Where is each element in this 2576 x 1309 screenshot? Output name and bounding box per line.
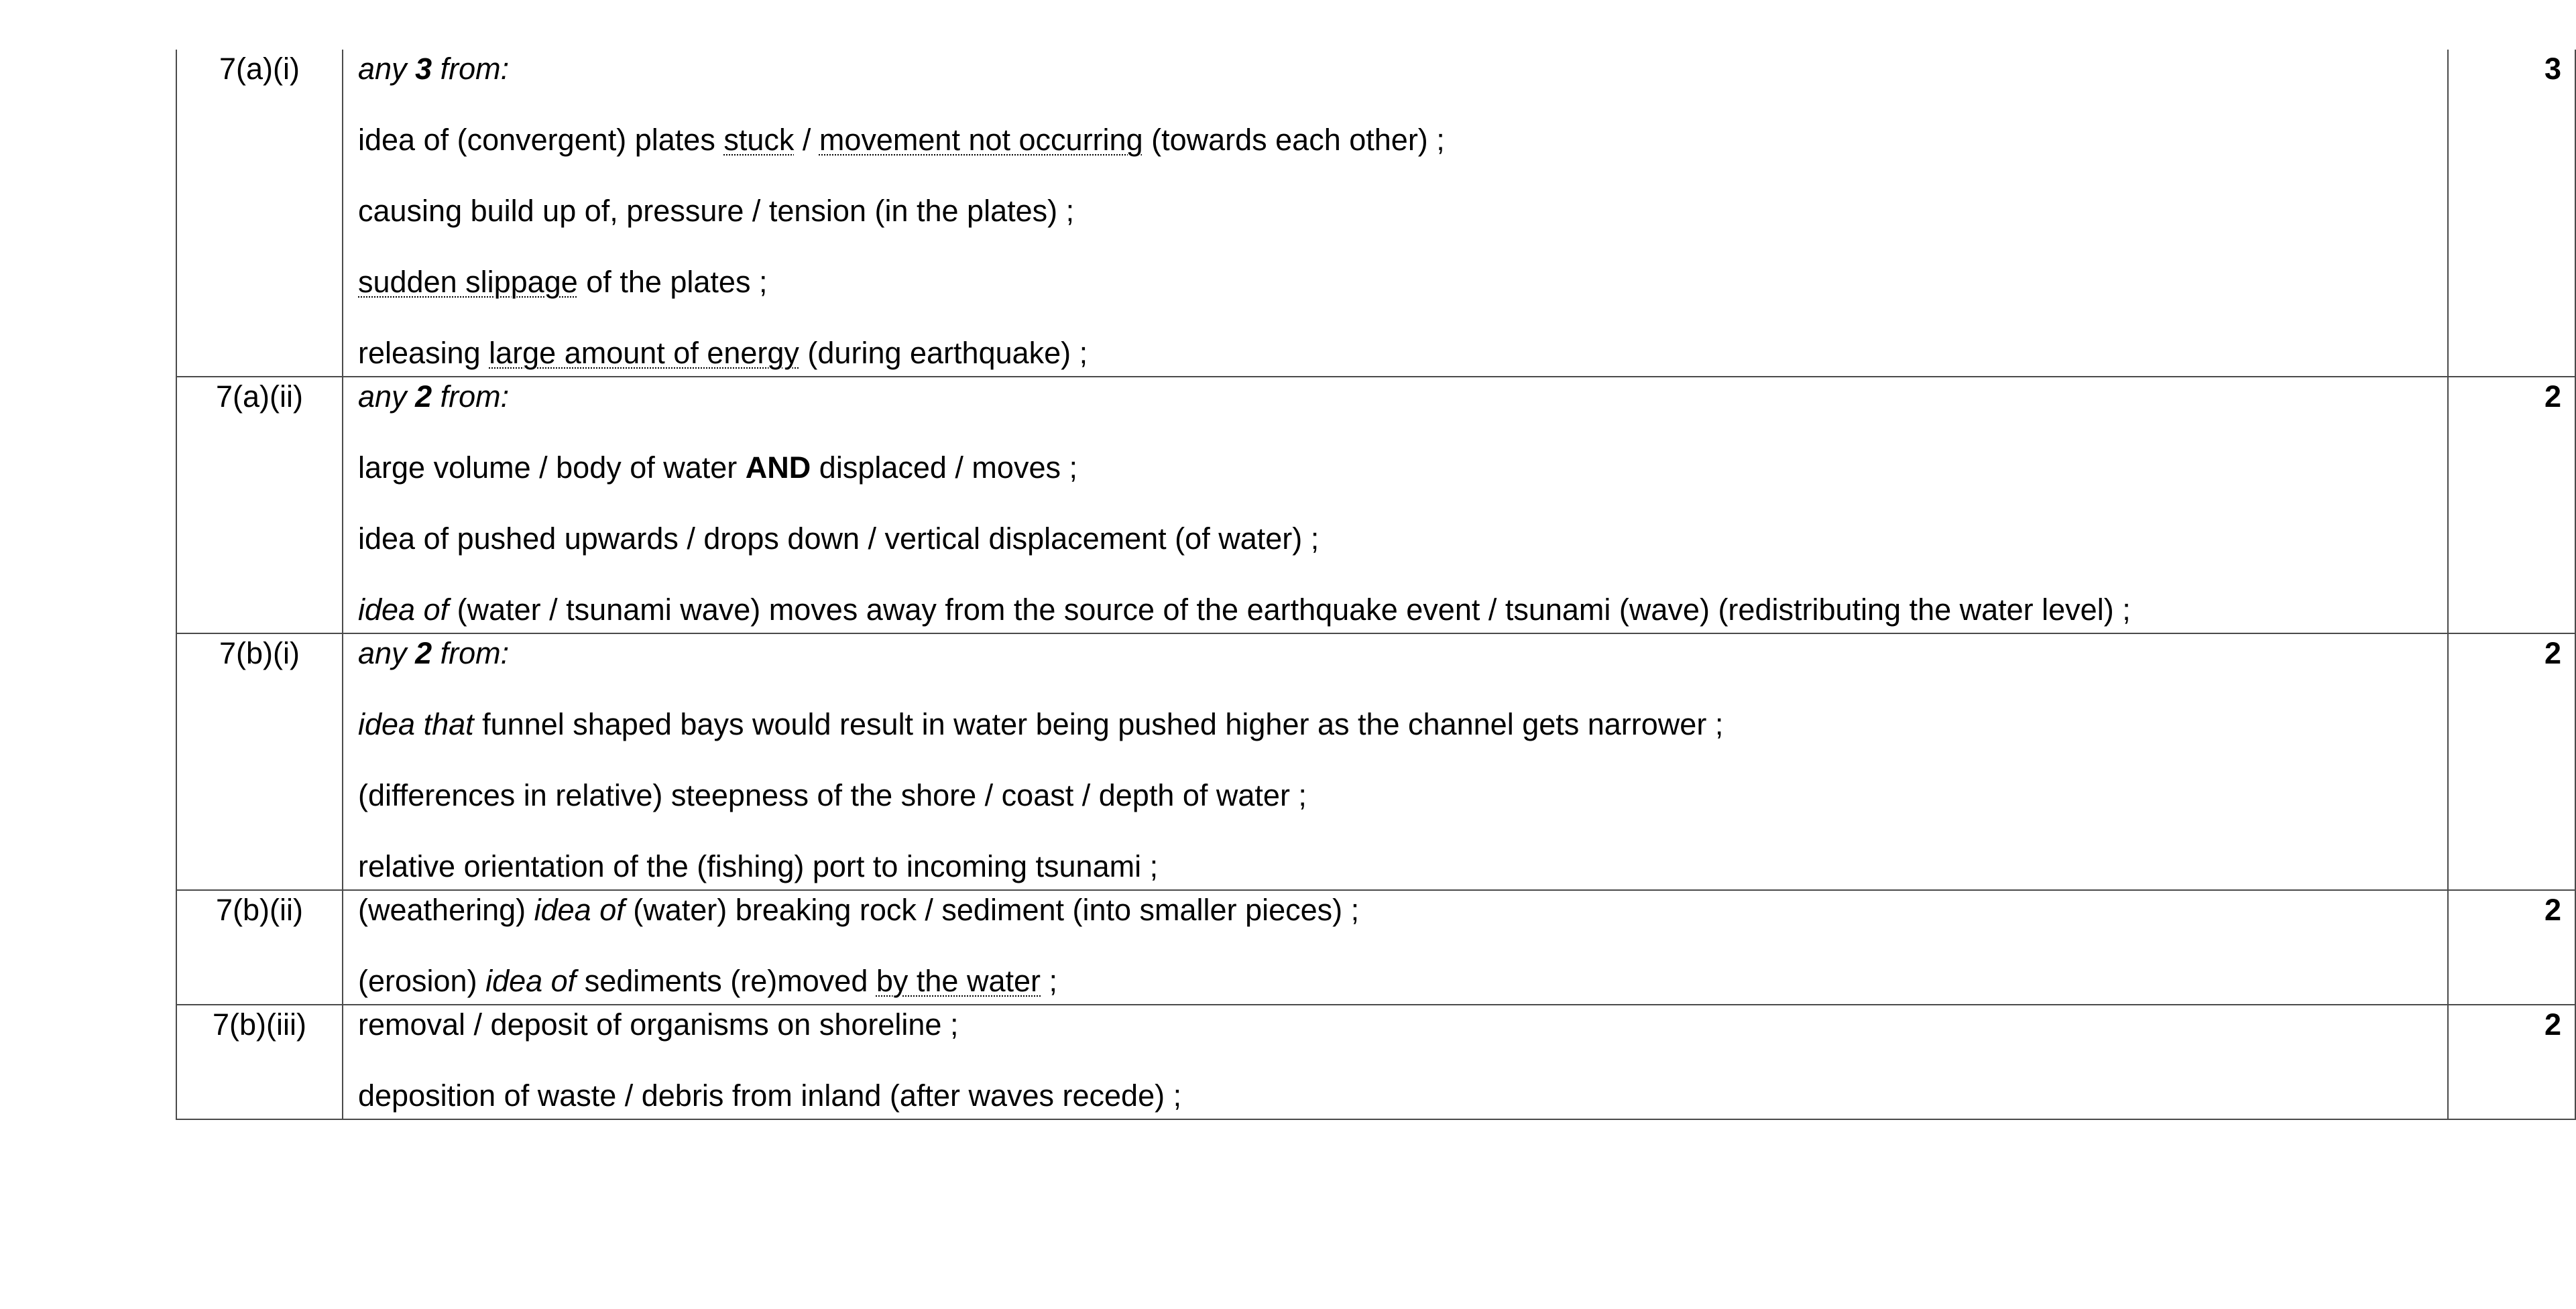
answer-line	[358, 122, 2434, 158]
question-number: 7(b)(ii)	[176, 890, 343, 1005]
question-number: 7(a)(ii)	[176, 377, 343, 633]
marks-value: 2	[2448, 633, 2575, 890]
answer-line	[358, 1078, 2434, 1113]
table-row	[176, 50, 2575, 377]
answer-cell	[343, 1005, 2448, 1119]
answer-line	[358, 264, 2434, 300]
answer-text: deposition of waste / debris from inland (after waves recede) ;	[358, 1078, 1182, 1113]
answer-text: causing build up of, pressure / tension (in the plates) ;	[358, 194, 1075, 228]
answer-text: (water / tsunami wave) moves away from the source of the earthquake event / tsunami (wave) (redistributing the water level) ;	[449, 593, 2131, 627]
required-term: sudden slippage	[358, 265, 578, 299]
table-row	[176, 633, 2575, 890]
answer-cell	[343, 377, 2448, 633]
required-term: stuck	[723, 123, 795, 157]
answer-cell	[343, 633, 2448, 890]
idea-of-label: idea of	[534, 893, 625, 927]
answer-line	[358, 635, 2434, 671]
table-row	[176, 890, 2575, 1005]
answer-cell	[343, 50, 2448, 377]
table-row	[176, 1005, 2575, 1119]
answer-line	[358, 849, 2434, 884]
question-number: 7(b)(iii)	[176, 1005, 343, 1119]
answer-line	[358, 592, 2434, 627]
answer-text: removal / deposit of organisms on shoreline ;	[358, 1007, 959, 1042]
answer-text: (towards each other) ;	[1143, 123, 1445, 157]
instruction-text: from:	[432, 636, 510, 670]
answer-line	[358, 1007, 2434, 1042]
answer-text: (water) breaking rock / sediment (into smaller pieces) ;	[624, 893, 1360, 927]
answer-text: (differences in relative) steepness of the shore / coast / depth of water ;	[358, 778, 1307, 812]
answer-line	[358, 521, 2434, 556]
answer-text: (weathering)	[358, 893, 534, 927]
instruction-text: any	[358, 379, 416, 414]
answer-line	[358, 193, 2434, 229]
answer-text: idea of pushed upwards / drops down / vertical displacement (of water) ;	[358, 521, 1320, 556]
idea-that-label: idea that	[358, 707, 474, 741]
table-row	[176, 377, 2575, 633]
answer-line	[358, 892, 2434, 928]
mark-scheme-table	[176, 50, 2576, 1120]
answer-line	[358, 51, 2434, 86]
answer-text: (erosion)	[358, 964, 486, 998]
answer-text: ;	[1041, 964, 1058, 998]
idea-of-label: idea of	[485, 964, 577, 998]
answer-line	[358, 706, 2434, 742]
instruction-count: 2	[415, 636, 432, 670]
instruction-text: any	[358, 636, 416, 670]
marks-value: 2	[2448, 1005, 2575, 1119]
required-term: large amount of energy	[489, 336, 799, 370]
instruction-text: any	[358, 52, 416, 86]
emphasis-keyword: AND	[745, 450, 811, 485]
marks-value: 2	[2448, 890, 2575, 1005]
answer-text: relative orientation of the (fishing) port to incoming tsunami ;	[358, 849, 1159, 883]
answer-text: /	[794, 123, 819, 157]
answer-text: displaced / moves ;	[811, 450, 1077, 485]
answer-text: funnel shaped bays would result in water being pushed higher as the channel gets narrower ;	[473, 707, 1724, 741]
answer-line	[358, 777, 2434, 813]
marks-value: 2	[2448, 377, 2575, 633]
answer-text: large volume / body of water	[358, 450, 746, 485]
required-term: by the water	[876, 964, 1041, 998]
answer-line	[358, 335, 2434, 371]
instruction-count: 2	[415, 379, 432, 414]
answer-text: releasing	[358, 336, 489, 370]
idea-of-label: idea of	[358, 593, 449, 627]
answer-line	[358, 450, 2434, 485]
answer-line	[358, 379, 2434, 414]
answer-text: sediments (re)moved	[576, 964, 876, 998]
instruction-text: from:	[432, 52, 510, 86]
required-term: movement not occurring	[819, 123, 1143, 157]
answer-line	[358, 963, 2434, 999]
answer-cell	[343, 890, 2448, 1005]
question-number: 7(b)(i)	[176, 633, 343, 890]
answer-text: idea of (convergent) plates	[358, 123, 724, 157]
answer-text: (during earthquake) ;	[799, 336, 1088, 370]
question-number: 7(a)(i)	[176, 50, 343, 377]
answer-text: of the plates ;	[577, 265, 768, 299]
instruction-count: 3	[415, 52, 432, 86]
marks-value: 3	[2448, 50, 2575, 377]
instruction-text: from:	[432, 379, 510, 414]
